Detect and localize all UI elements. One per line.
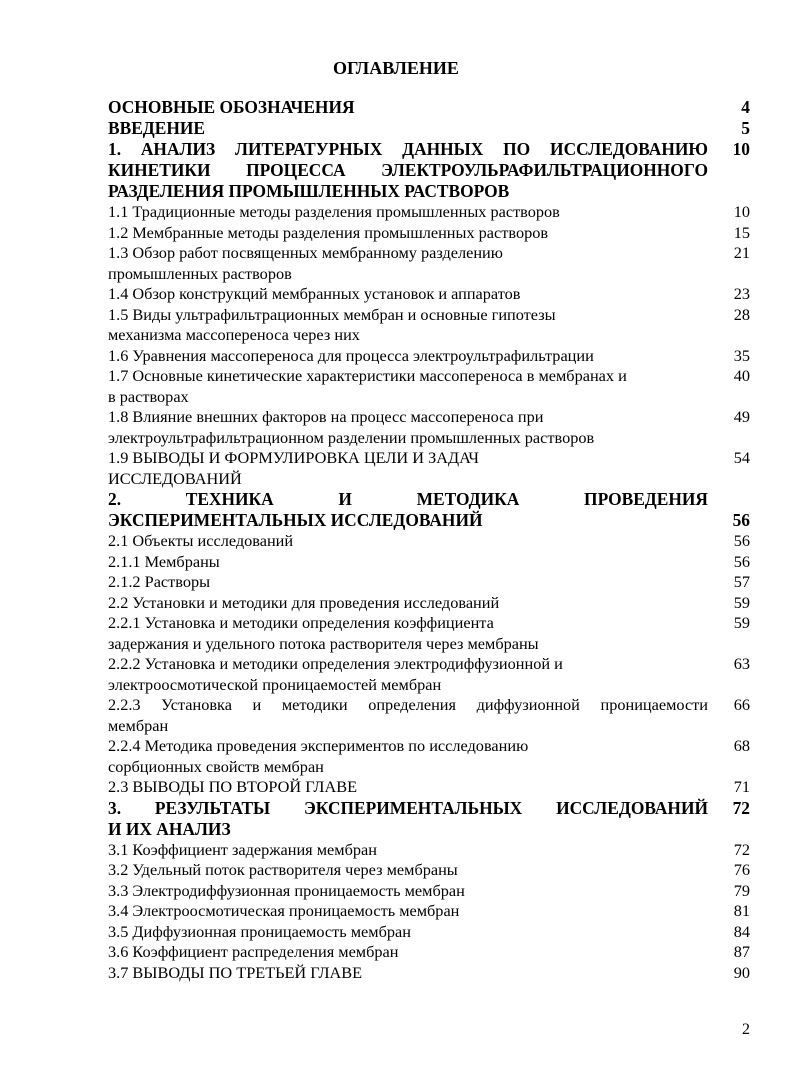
toc-entry-page: 40 [733,366,750,385]
toc-entry-line: 1.2 Мембранные методы разделения промышленных растворов [108,222,549,242]
toc-entry-page: 5 [741,118,750,138]
toc-entry-line: 1.4 Обзор конструкций мембранных установок и аппаратов [108,284,521,303]
toc-entry-line: КИНЕТИКИ ПРОЦЕССА ЭЛЕКТРОУЛЬРАФИЛЬТРАЦИОННОГО [108,160,708,180]
toc-entry-line: 2.2 Установки и методики для проведения исследований [108,592,500,612]
toc-entry [108,489,756,531]
toc-entry-page: 10 [732,139,750,159]
toc-entry-line: ВВЕДЕНИЕ [108,118,206,138]
toc-entry [108,305,756,346]
toc-entry-title [108,777,708,798]
toc-entry-page: 10 [733,202,750,221]
toc-entry [108,346,756,367]
toc-entry-page: 35 [733,345,750,365]
toc-entry-line: И ИХ АНАЛИЗ [108,818,231,839]
toc-entry-line: задержания и удельного потока растворителя через мембраны [108,633,539,653]
toc-entry-title [108,407,708,448]
toc-entry [108,552,756,573]
toc-entry-line: 3. РЕЗУЛЬТАТЫ ЭКСПЕРИМЕНТАЛЬНЫХ ИССЛЕДОВАНИЙ [108,797,708,818]
toc-entry-line: 1.7 Основные кинетические характеристики массопереноса в мембранах и [108,366,627,385]
toc-entry [108,223,756,244]
toc-entry-title [108,942,708,963]
toc-entry-line: ИССЛЕДОВАНИЙ [108,468,242,488]
toc-entry [108,922,756,943]
toc-entry-page: 90 [733,962,750,982]
toc-entry [108,777,756,798]
toc-entry-page: 81 [733,901,750,920]
toc-entry-line: мембран [108,715,169,735]
toc-entry-title [108,202,708,223]
toc-entry-title [108,489,708,531]
toc-entry-line: в растворах [108,386,189,406]
toc-entry-line: 3.6 Коэффициент распределения мембран [108,942,399,961]
toc-entry [108,593,756,614]
page-number: 2 [742,1021,750,1038]
toc-entry-title [108,448,708,489]
toc-entry-page: 63 [733,654,750,673]
toc-entry [108,97,756,118]
toc-entry-line: 3.1 Коэффициент задержания мембран [108,839,377,859]
toc-entry [108,963,756,984]
toc-entry [108,736,756,777]
toc-entry [108,118,756,139]
toc-entry-title [108,840,708,861]
toc-entry [108,284,756,305]
toc-entry [108,901,756,922]
toc-entry-title [108,572,708,593]
toc-entry [108,243,756,284]
toc-entry-title [108,963,708,984]
toc-entry-page: 71 [733,777,750,796]
toc-entry-title [108,860,708,881]
toc-entry-page: 84 [733,921,750,941]
toc-entry [108,572,756,593]
toc-entry-title [108,243,708,284]
toc-entry-page: 54 [733,448,750,467]
toc-entry [108,407,756,448]
toc-entry [108,942,756,963]
toc-entry-line: 2.2.3 Установка и методики определения диффузионной проницаемости [108,695,708,714]
toc-entry-line: 1. АНАЛИЗ ЛИТЕРАТУРНЫХ ДАННЫХ ПО ИССЛЕДОВАНИЮ [108,139,708,159]
toc-entry-page: 72 [732,797,750,818]
toc-entry-title [108,97,708,118]
toc-entry-title [108,284,708,305]
toc-entry-title [108,922,708,943]
toc-entry [108,860,756,881]
toc-entry-page: 59 [733,592,750,612]
toc-entry-page: 49 [733,407,750,426]
toc-entry-line: 1.3 Обзор работ посвященных мембранному разделению [108,243,503,262]
toc-entry-page: 79 [733,880,750,900]
toc-entry-page: 56 [733,531,750,550]
toc-entry-page: 56 [732,510,750,530]
toc-entry-title [108,736,708,777]
toc-entry-page: 28 [733,304,750,324]
toc-entry-page: 4 [741,97,750,117]
toc-entry [108,448,756,489]
toc-entry-title [108,305,708,346]
page-title: ОГЛАВЛЕНИЕ [333,58,459,78]
toc-entry-line: промышленных растворов [108,263,292,283]
toc-entry-line: 2.1.1 Мембраны [108,551,220,571]
toc-entry-line: механизма массопереноса через них [108,325,360,344]
toc-entry-line: 2.2.4 Методика проведения экспериментов по исследованию [108,736,529,755]
toc-entry-title [108,881,708,902]
toc-entry-page: 66 [733,695,750,714]
toc-entry-page: 72 [733,839,750,859]
toc-entry-line: 1.8 Влияние внешних факторов на процесс массопереноса при [108,407,544,426]
toc-entry-title [108,695,708,736]
toc-entry [108,798,756,840]
toc-entry-page: 59 [733,613,750,632]
toc-entry-page: 87 [733,942,750,961]
toc-entry [108,202,756,223]
toc-entry [108,840,756,861]
toc-entry-line: 2.2.1 Установка и методики определения коэффициента [108,613,494,632]
toc-entry-title [108,613,708,654]
toc-entry-title [108,223,708,244]
toc-entry-page: 23 [733,284,750,303]
toc-entry-line: ОСНОВНЫЕ ОБОЗНАЧЕНИЯ [108,97,355,117]
toc-entry-title [108,654,708,695]
toc-entry-line: 2.1.2 Растворы [108,572,211,591]
toc-entry [108,654,756,695]
toc-entry [108,139,756,202]
toc-entry-page: 76 [733,860,750,879]
toc-entry-page: 68 [733,736,750,755]
toc-entry-page: 21 [733,243,750,262]
toc-entry [108,613,756,654]
toc-entry-line: сорбционных свойств мембран [108,756,324,776]
toc-entry-line: 1.1 Традиционные методы разделения промышленных растворов [108,202,560,221]
toc-entry-line: 1.6 Уравнения массопереноса для процесса электроультрафильтрации [108,345,594,365]
toc-entry-title [108,118,708,139]
toc-entry-line: 2.3 ВЫВОДЫ ПО ВТОРОЙ ГЛАВЕ [108,777,358,796]
toc-entry-line: 2.1 Объекты исследований [108,531,294,550]
toc-entry-title [108,531,708,552]
toc-entry [108,881,756,902]
toc-entry-line: 1.5 Виды ультрафильтрационных мембран и основные гипотезы [108,304,556,324]
toc-entry-line: 1.9 ВЫВОДЫ И ФОРМУЛИРОВКА ЦЕЛИ И ЗАДАЧ [108,448,479,467]
toc-entry [108,366,756,407]
toc-entry-line: 2.2.2 Установка и методики определения электродиффузионной и [108,654,563,673]
toc-entry-title [108,901,708,922]
toc-entry [108,531,756,552]
table-of-contents [108,97,756,983]
toc-entry-line: РАЗДЕЛЕНИЯ ПРОМЫШЛЕННЫХ РАСТВОРОВ [108,181,510,201]
toc-entry-line: 2. ТЕХНИКА И МЕТОДИКА ПРОВЕДЕНИЯ [108,489,708,509]
toc-entry-line: электроосмотической проницаемостей мембран [108,674,442,694]
toc-entry-title [108,593,708,614]
toc-entry-line: электроультрафильтрационном разделении промышленных растворов [108,427,595,447]
toc-entry-title [108,139,708,202]
toc-entry-page: 56 [733,551,750,571]
toc-entry-title [108,798,708,840]
toc-entry-line: 3.2 Удельный поток растворителя через мембраны [108,860,458,879]
toc-entry-line: 3.5 Диффузионная проницаемость мембран [108,921,411,941]
toc-entry-line: 3.7 ВЫВОДЫ ПО ТРЕТЬЕЙ ГЛАВЕ [108,962,363,982]
toc-entry-title [108,366,708,407]
toc-entry-page: 15 [733,222,750,242]
toc-entry-line: 3.4 Электроосмотическая проницаемость мембран [108,901,460,920]
toc-entry-title [108,552,708,573]
toc-entry-page: 57 [733,572,750,591]
toc-entry [108,695,756,736]
toc-entry-title [108,346,708,367]
toc-entry-line: 3.3 Электродиффузионная проницаемость мембран [108,880,465,900]
toc-entry-line: ЭКСПЕРИМЕНТАЛЬНЫХ ИССЛЕДОВАНИЙ [108,510,483,530]
